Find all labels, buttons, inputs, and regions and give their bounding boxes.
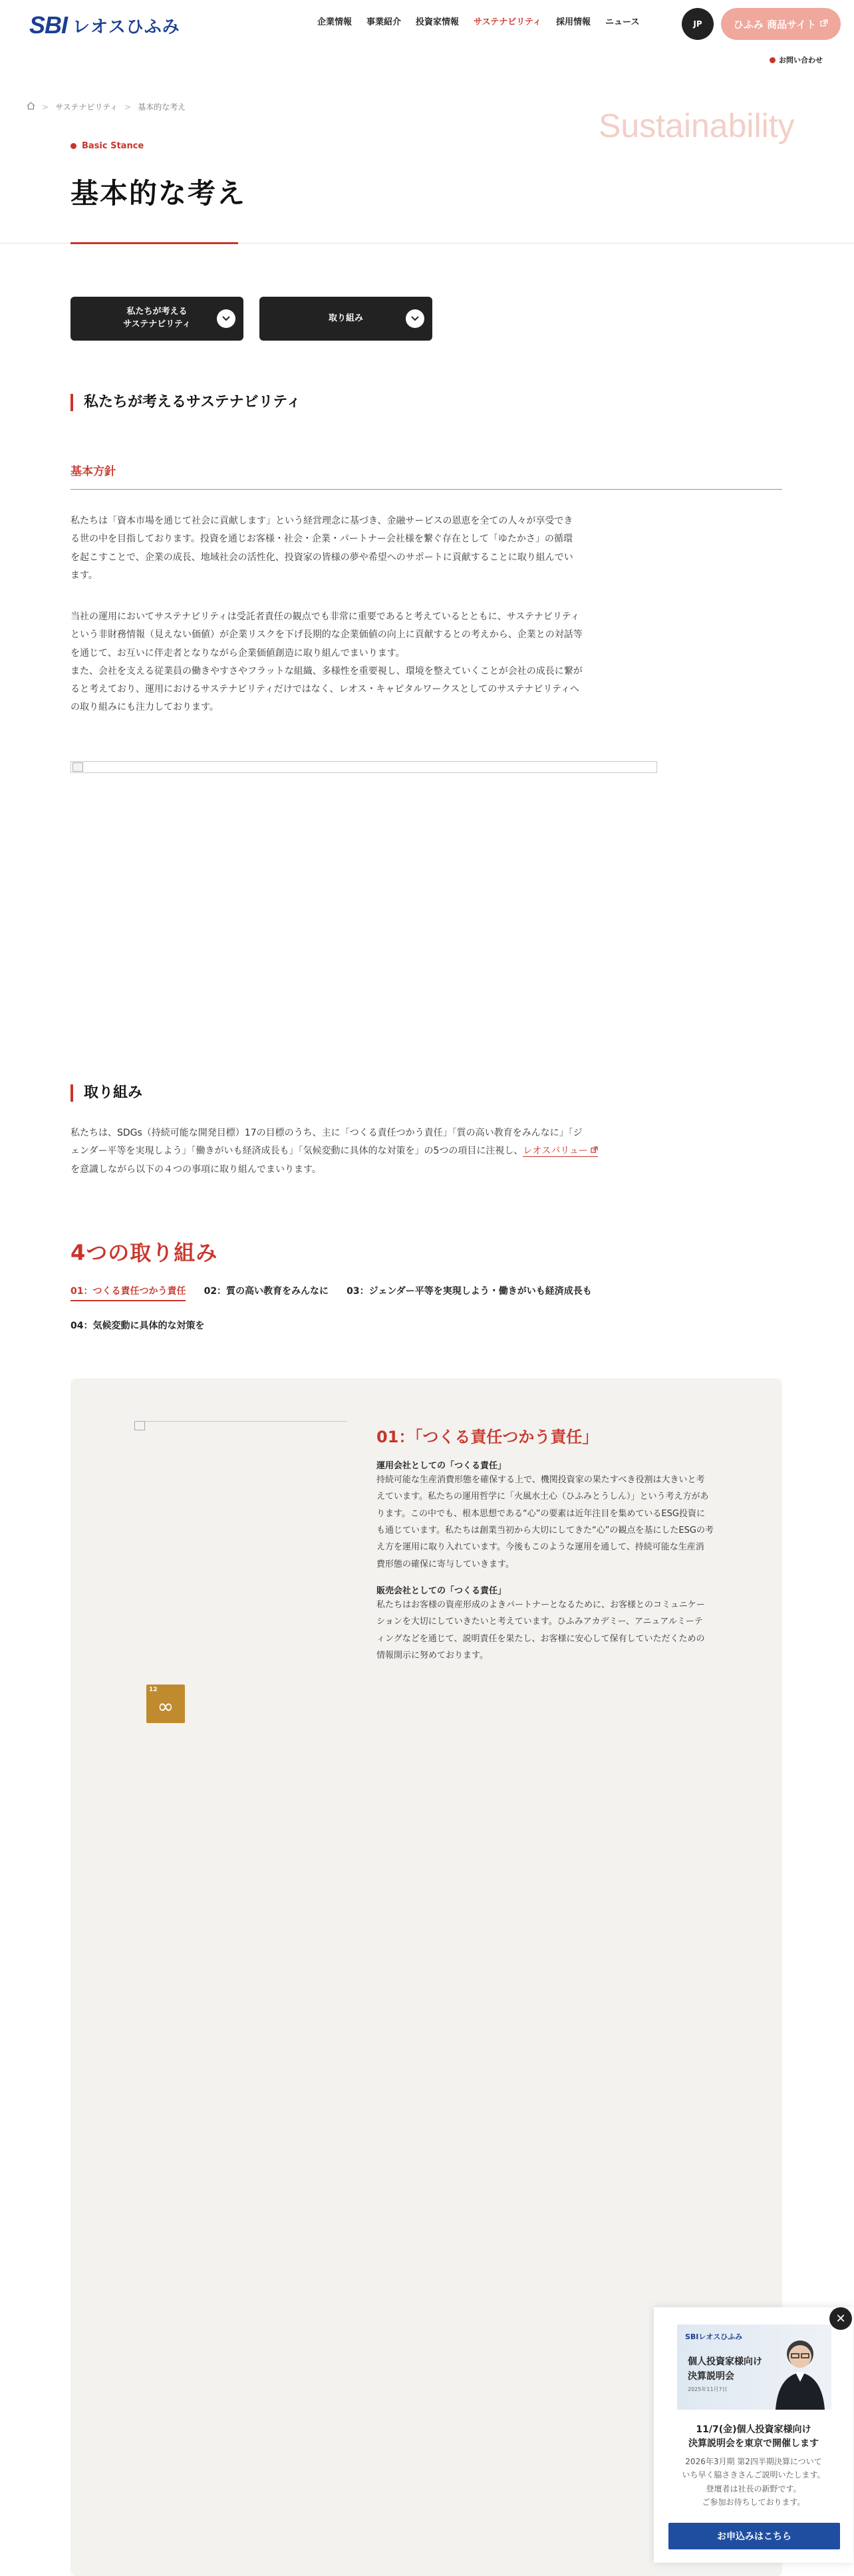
promo-date: 2025年11月7日 bbox=[688, 2386, 728, 2392]
text-line: 当社の運用においてサステナビリティは受託者責任の観点でも非常に重要であると考えているとともに、サステナビリティ bbox=[71, 611, 580, 622]
text-line: 私たちはお客様の資産形成のよきパートナーとなるために、お客様とのコミュニケー bbox=[376, 1600, 705, 1610]
anchor-label: 取り組み bbox=[328, 313, 363, 323]
home-icon[interactable] bbox=[27, 102, 35, 112]
anchor-label bbox=[123, 306, 191, 331]
popup-headline bbox=[654, 2423, 853, 2451]
text-line: いち早く脇さきさんご説明いたします。 bbox=[682, 2470, 825, 2480]
text-line: ィングなどを通じて、説明責任を果たし、お客様に安心して保有していただくための bbox=[376, 1633, 705, 1644]
hifumi-product-site-button[interactable] bbox=[721, 8, 841, 40]
four-initiatives-heading: 4つの取り組み bbox=[71, 1240, 218, 1265]
breadcrumb-separator: > bbox=[42, 102, 49, 112]
nav-business[interactable]: 事業紹介 bbox=[366, 17, 402, 27]
nav-news[interactable]: ニュース bbox=[605, 17, 640, 27]
block2-title: 販売会社としての「つくる責任」 bbox=[376, 1586, 507, 1596]
nav-company[interactable]: 企業情報 bbox=[317, 17, 353, 27]
tab-04[interactable]: 04：気候変動に具体的な対策を bbox=[71, 1321, 205, 1331]
subheading-basic-policy: 基本方針 bbox=[71, 465, 116, 478]
bullet-dot-icon bbox=[71, 143, 76, 149]
text-line: る世の中を目指しております。投資を通じお客様・社会・企業・パートナー会社様を繋ぐ存在として「ゆたかさ」の循環 bbox=[71, 534, 573, 545]
sustainability-image bbox=[71, 761, 657, 773]
section-heading-initiatives: 取り組み bbox=[71, 1084, 142, 1102]
infinity-icon: ∞ bbox=[157, 1695, 174, 1718]
breadcrumb-current: 基本的な考え bbox=[138, 102, 186, 112]
popup-body bbox=[654, 2455, 853, 2509]
text-line: ご参加お待ちしております。 bbox=[702, 2497, 805, 2507]
basic-policy-paragraph-2 bbox=[71, 608, 656, 717]
promo-title-line1: 個人投資家様向け bbox=[688, 2356, 762, 2367]
contact-link[interactable] bbox=[770, 55, 823, 65]
text-line: を通じて、お互いに伴走者となりながら企業価値創造に取り組んでまいります。 bbox=[71, 647, 405, 659]
headline-line2: 決算説明会を東京で開催します bbox=[688, 2438, 819, 2449]
sdg-number: 12 bbox=[149, 1687, 158, 1693]
promo-logo: SBIレオスひふみ bbox=[685, 2333, 743, 2341]
text-line: 情報開示に努めております。 bbox=[376, 1651, 488, 1661]
text-line: 私たちは「資本市場を通じて社会に貢献します」という経営理念に基づき、金融サービスの恩恵を全ての人々が享受でき bbox=[71, 516, 573, 526]
external-link-icon bbox=[820, 18, 828, 30]
text-line: 費形態の確保に寄与していきます。 bbox=[376, 1559, 514, 1569]
logo-brand-name: レオスひふみ bbox=[72, 17, 180, 37]
breadcrumb bbox=[27, 101, 186, 112]
text-line: という非財務情報（見えない価値）が企業リスクを下げ長期的な企業価値の向上に貢献するとの考えから、企業との対話等 bbox=[71, 629, 583, 641]
close-icon[interactable]: ✕ bbox=[829, 2307, 852, 2330]
initiatives-tabs bbox=[71, 1284, 669, 1353]
nav-recruit[interactable]: 採用情報 bbox=[555, 17, 591, 27]
site-header bbox=[0, 0, 854, 53]
promo-title-line2: 決算説明会 bbox=[688, 2370, 734, 2382]
hero-eyebrow bbox=[71, 141, 144, 151]
apply-button[interactable]: お申込みはこちら bbox=[668, 2523, 840, 2549]
leos-value-link[interactable] bbox=[523, 1146, 598, 1157]
promo-title bbox=[688, 2355, 762, 2384]
tab-02[interactable]: 02：質の高い教育をみんなに bbox=[204, 1286, 329, 1297]
tab-03[interactable]: 03：ジェンダー平等を実現しよう・働きがいも経済成長も bbox=[347, 1286, 592, 1297]
breadcrumb-separator: > bbox=[124, 102, 132, 112]
text-line: 2026年3月期 第2四半期決算について bbox=[685, 2457, 822, 2466]
anchor-label-line2: サステナビリティ bbox=[123, 319, 191, 329]
site-logo[interactable] bbox=[29, 12, 180, 39]
anchor-button-initiatives[interactable] bbox=[259, 297, 432, 341]
nav-sustainability[interactable]: サステナビリティ bbox=[474, 17, 541, 27]
language-button[interactable]: JP bbox=[682, 8, 714, 40]
breadcrumb-sustainability[interactable]: サステナビリティ bbox=[55, 102, 118, 112]
nav-investors[interactable]: 投資家情報 bbox=[416, 17, 460, 27]
text-line: を起こすことで、企業の成長、地域社会の活性化、投資家の皆様の夢や希望へのサポートに貢献することに取り組んでい bbox=[71, 552, 573, 563]
hero-background-word: Sustainability bbox=[599, 107, 795, 144]
bullet-dot-icon bbox=[770, 57, 776, 63]
text-line: ると考えており、運用におけるサステナビリティだけではなく、レオス・キャピタルワークスとしてのサステナビリティへ bbox=[71, 684, 579, 695]
text-line: ションを大切にしていきたいと考えています。ひふみアカデミー、アニュアルミーテ bbox=[376, 1617, 703, 1627]
basic-policy-paragraph-1 bbox=[71, 512, 656, 585]
initiatives-paragraph bbox=[71, 1124, 656, 1179]
block2-text bbox=[376, 1597, 736, 1664]
link-label: レオスバリュー bbox=[523, 1146, 588, 1157]
broken-image-icon bbox=[134, 1421, 145, 1430]
text-line: え方を運用に取り入れています。今後もこのような運用を通して、持続可能な生産消 bbox=[376, 1542, 704, 1553]
text-line bbox=[71, 1142, 656, 1160]
section-heading-our-sustainability: 私たちが考えるサステナビリティ bbox=[71, 394, 301, 411]
external-link-icon bbox=[591, 1146, 598, 1154]
text-line: 私たちは、SDGs（持続可能な開発目標）17の目標のうち、主に「つくる責任つかう責任」「質の高い教育をみんなに」「ジ bbox=[71, 1128, 583, 1138]
chevron-down-icon bbox=[406, 309, 424, 328]
text-line: 持続可能な生産消費形態を確保する上で、機関投資家の果たすべき役割は大きいと考 bbox=[376, 1475, 705, 1485]
anchor-label-line1: 私たちが考える bbox=[126, 307, 188, 317]
text-line: も通じています。私たちは創業当初から大切にしてきた“心”の観点を基にしたESGの考 bbox=[376, 1526, 714, 1536]
initiative-image bbox=[134, 1421, 347, 1431]
chevron-down-icon bbox=[217, 309, 235, 328]
text-line: ります。この中でも、根本思想である“心”の要素は近年注目を集めているESG投資に bbox=[376, 1508, 705, 1519]
page-title: 基本的な考え bbox=[71, 177, 247, 210]
presenter-photo bbox=[772, 2329, 829, 2410]
hifumi-button-label: ひふみ 商品サイト bbox=[733, 18, 817, 31]
sdg-12-icon bbox=[146, 1685, 185, 1723]
text-line: の取り組みにも注力しております。 bbox=[71, 702, 219, 713]
block1-text bbox=[376, 1472, 736, 1573]
anchor-button-our-sustainability[interactable] bbox=[71, 297, 243, 341]
broken-image-icon bbox=[72, 762, 83, 772]
tab-01[interactable]: 01：つくる責任つかう責任 bbox=[71, 1284, 186, 1301]
global-nav bbox=[310, 15, 646, 27]
title-divider-accent bbox=[71, 242, 238, 244]
initiative-title: 01：「つくる責任つかう責任」 bbox=[376, 1428, 599, 1446]
text-line: また、会社を支える従業員の働きやすさやフラットな組織、多様性を重要視し、環境を整えていくことが会社の成長に繋が bbox=[71, 665, 583, 677]
text-line: 登壇者は社長の新野です。 bbox=[706, 2484, 801, 2494]
contact-label: お問い合わせ bbox=[779, 56, 823, 65]
headline-line1: 11/7(金)個人投資家様向け bbox=[696, 2424, 811, 2435]
logo-sbi-mark: SBI bbox=[29, 11, 68, 39]
block1-title: 運用会社としての「つくる責任」 bbox=[376, 1461, 507, 1471]
text-line: ます。 bbox=[71, 569, 98, 581]
eyebrow-label: Basic Stance bbox=[82, 141, 144, 151]
text-line: えています。私たちの運用哲学に「火風水土心（ひふみとうしん）」という考え方があ bbox=[376, 1492, 709, 1502]
text-fragment: ェンダー平等を実現しよう」「働きがいも経済成長も」「気候変動に具体的な対策を」の5つの項目に注視し、 bbox=[71, 1146, 523, 1157]
text-line: を意識しながら以下の４つの事項に取り組んでまいります。 bbox=[71, 1164, 321, 1175]
subheading-divider bbox=[71, 489, 782, 490]
